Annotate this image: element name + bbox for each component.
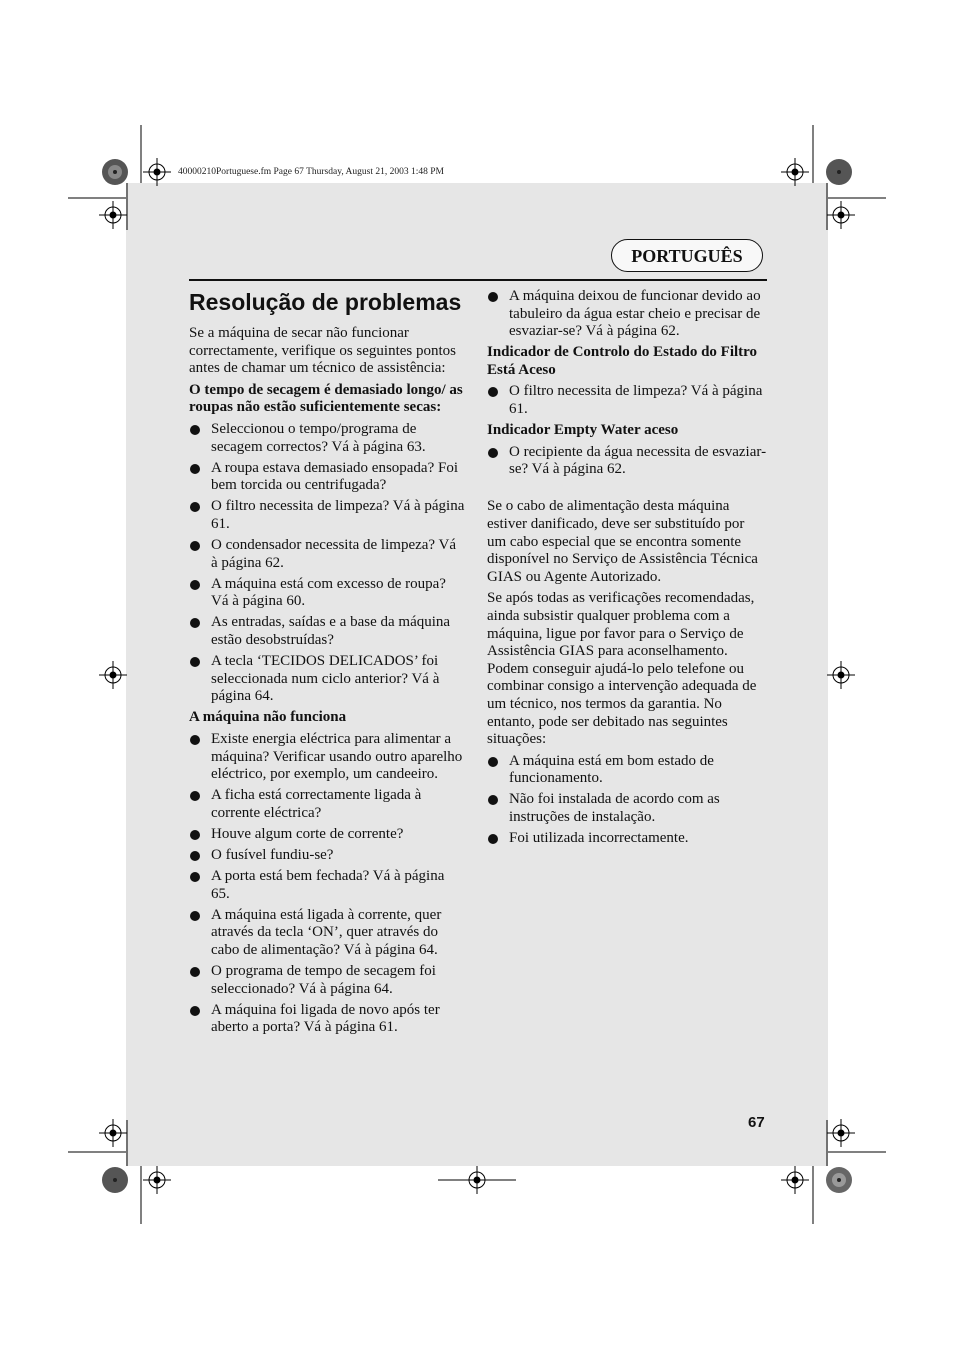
drying-list [189,421,466,706]
bullet-icon [190,872,200,882]
list-item [189,787,466,822]
list-item [189,614,466,649]
registration-mark-icon [781,158,809,186]
list-item-text: A máquina está em bom estado de funcionamento. [509,752,714,787]
registration-mark-icon [99,1119,127,1147]
list-item [487,830,767,848]
list-item-text: O condensador necessita de limpeza? Vá à página 62. [211,537,457,571]
charges-list [487,753,767,848]
bullet-icon [190,502,200,512]
list-item-text: O recipiente da água necessita de esvaziar-se? Vá à página 62. [509,443,767,478]
registration-mark-icon [781,1166,809,1194]
drying-heading: O tempo de secagem é demasiado longo/ as roupas não estão suficientemente secas: [189,381,463,416]
list-item-text: A máquina está ligada à corrente, quer através da tecla ‘ON’, quer através do cabo de alimentação? Vá à página 64. [211,906,442,958]
bullet-icon [190,464,200,474]
list-item [487,791,767,826]
list-item-text: O fusível fundiu-se? [211,847,334,864]
registration-mark-icon [99,201,127,229]
color-wheel-icon [826,159,852,185]
registration-mark-icon [827,1119,855,1147]
bullet-icon [488,757,498,767]
list-item [487,444,767,479]
list-item [189,537,466,572]
list-item-text: Foi utilizada incorrectamente. [509,830,689,847]
bullet-icon [190,830,200,840]
list-item-text: O programa de tempo de secagem foi seleccionado? Vá à página 64. [211,963,436,997]
cable-paragraph: Se o cabo de alimentação desta máquina estiver danificado, deve ser substituído por um cabo especial que se encontra somente disponível no Serviço de Assistência Técnica GIAS ou Agente Autorizado. [487,498,758,585]
bullet-icon [190,911,200,921]
list-item [189,826,466,844]
list-item-text: O filtro necessita de limpeza? Vá à página 61. [211,498,465,532]
list-item [487,753,767,788]
filter-indicator-list [487,383,767,418]
intro-paragraph: Se a máquina de secar não funcionar correctamente, verifique os seguintes pontos antes de chamar um técnico de assistência: [189,325,456,377]
language-label: PORTUGUÊS [611,239,763,272]
list-item-text: A máquina foi ligada de novo após ter aberto a porta? Vá à página 61. [211,1001,440,1036]
list-item [189,731,466,784]
list-item [189,868,466,903]
bullet-icon [190,851,200,861]
water-tray-list [487,288,767,341]
list-item-text: Existe energia eléctrica para alimentar a máquina? Verificar usando outro aparelho eléctrico, por exemplo, um candeeiro. [211,730,463,783]
list-item [189,498,466,533]
bullet-icon [488,834,498,844]
bullet-icon [190,1006,200,1016]
list-item-text: A roupa estava demasiado ensopada? Foi bem torcida ou centrifugada? [211,459,459,494]
list-item [189,460,466,495]
bullet-icon [190,425,200,435]
list-item-text: Houve algum corte de corrente? [211,825,404,842]
not-working-heading: A máquina não funciona [189,709,347,726]
left-column [189,288,466,1040]
title-rule [189,279,767,281]
bullet-icon [488,387,498,397]
list-item-text: A tecla ‘TECIDOS DELICADOS’ foi seleccionada num ciclo anterior? Vá à página 64. [211,653,440,705]
file-info: 40000210Portuguese.fm Page 67 Thursday, August 21, 2003 1:48 PM [178,167,444,177]
registration-mark-icon [827,201,855,229]
list-item-text: A máquina está com excesso de roupa? Vá à página 60. [211,575,446,610]
bullet-icon [488,292,498,302]
list-item-text: A máquina deixou de funcionar devido ao tabuleiro da água estar cheio e precisar de esvaziar-se? Vá à página 62. [509,288,761,340]
list-item-text: Não foi instalada de acordo com as instruções de instalação. [509,791,720,826]
list-item [189,847,466,865]
empty-water-heading: Indicador Empty Water aceso [487,422,679,439]
list-item-text: A porta está bem fechada? Vá à página 65. [211,868,445,902]
list-item [189,1002,466,1037]
registration-mark-icon [827,661,855,689]
list-item [189,653,466,706]
list-item [189,421,466,456]
page-title: Resolução de problemas [189,289,462,315]
page-number: 67 [748,1114,765,1131]
registration-mark-icon [143,1166,171,1194]
bullet-icon [190,580,200,590]
bullet-icon [190,618,200,628]
bullet-icon [190,967,200,977]
filter-indicator-heading: Indicador de Controlo do Estado do Filtro Está Aceso [487,344,758,378]
bullet-icon [488,448,498,458]
list-item [487,288,767,341]
color-wheel-icon [102,159,128,185]
bullet-icon [488,795,498,805]
color-wheel-icon [826,1167,852,1193]
list-item-text: As entradas, saídas e a base da máquina estão desobstruídas? [211,614,451,648]
service-paragraph: Se após todas as verificações recomendadas, ainda subsistir qualquer problema com a máquina, ligue por favor para o Serviço de Assistência GIAS para aconselhamento. Podem conseguir ajudá-lo pelo telefone ou combinar consigo a intervenção adequada de um técnico, nos termos da garantia. No entanto, pode ser debitado nas seguintes situações: [487,590,757,748]
list-item [487,383,767,418]
bullet-icon [190,791,200,801]
bullet-icon [190,541,200,551]
list-item-text: O filtro necessita de limpeza? Vá à página 61. [509,383,763,418]
list-item [189,576,466,611]
list-item [189,907,466,960]
color-wheel-icon [102,1167,128,1193]
empty-water-list [487,444,767,479]
spacer [487,482,767,498]
registration-mark-icon [143,158,171,186]
not-working-list [189,731,466,1037]
bullet-icon [190,735,200,745]
list-item-text: Seleccionou o tempo/programa de secagem correctos? Vá à página 63. [211,420,426,455]
registration-mark-icon [99,661,127,689]
list-item-text: A ficha está correctamente ligada à corrente eléctrica? [211,787,422,821]
bullet-icon [190,657,200,667]
list-item [189,963,466,998]
right-column [487,288,767,851]
